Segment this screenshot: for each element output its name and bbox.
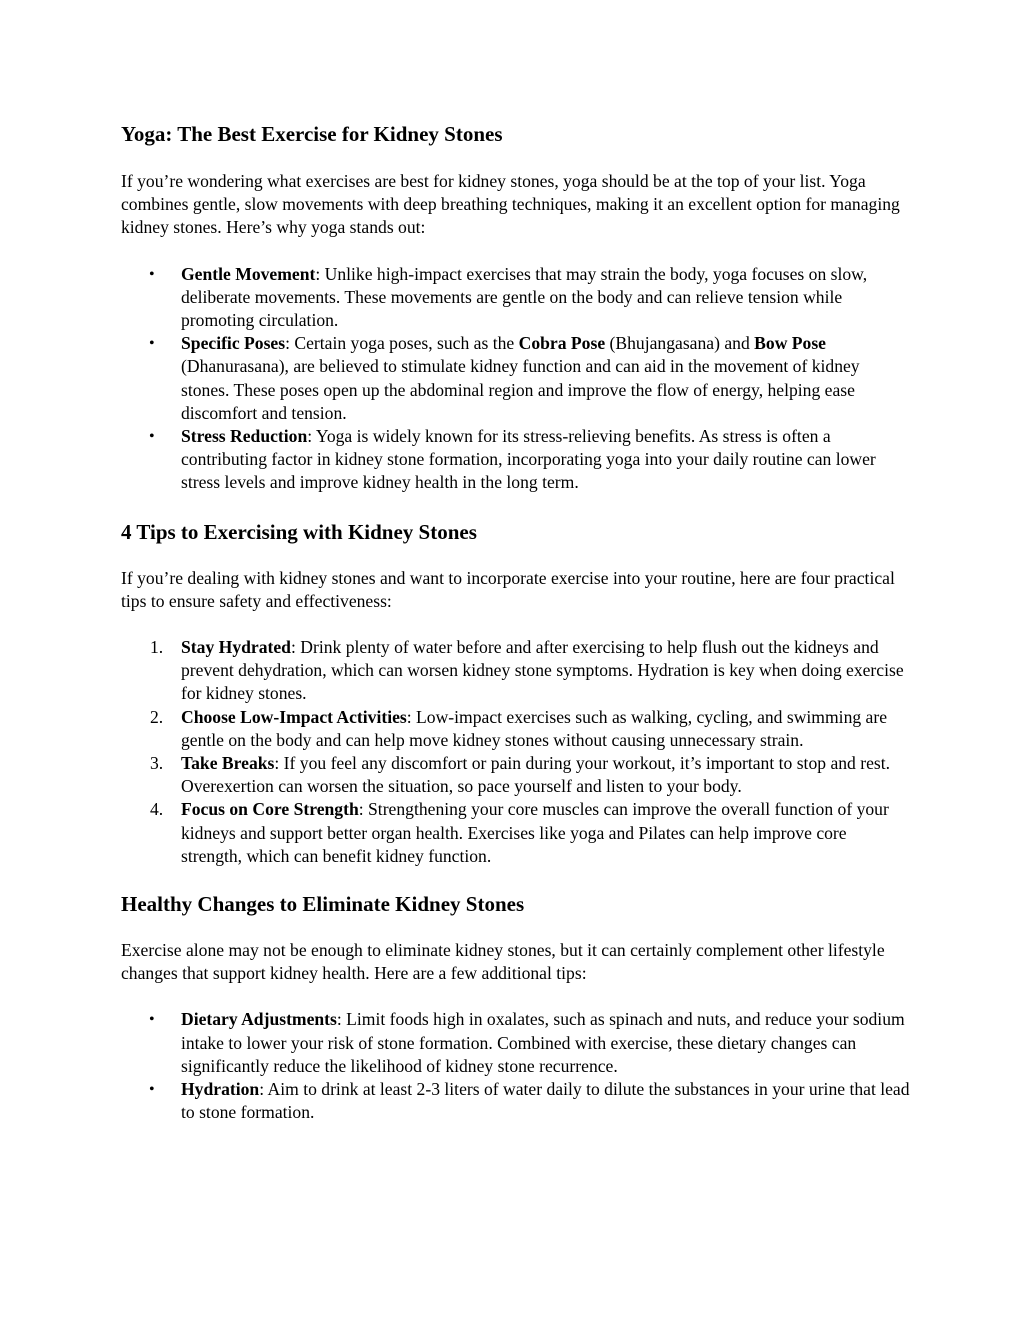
list-item [121, 425, 911, 495]
section-heading-healthy-changes: Healthy Changes to Eliminate Kidney Stones [121, 892, 525, 917]
bullet-marker: • [149, 265, 155, 283]
list-item [121, 798, 911, 868]
section-heading-yoga: Yoga: The Best Exercise for Kidney Stones [121, 122, 503, 146]
item-title: Stress Reduction [181, 426, 308, 447]
healthy-changes-list [121, 1008, 911, 1124]
bullet-marker: • [149, 1081, 155, 1099]
item-title: Hydration [181, 1079, 260, 1100]
section-intro-yoga: If you’re wondering what exercises are best for kidney stones, yoga should be at the top of your list. Yoga combines gentle, slow movements with deep breathing techniques, making it an excellent option for managing kidney stones. Here’s why yoga stands out: [121, 171, 900, 238]
item-text: : Low-impact exercises such as walking, cycling, and swimming are gentle on the body and can help move kidney stones without causing unnecessary strain. [181, 706, 888, 750]
bullet-marker: • [149, 335, 155, 353]
item-title: Focus on Core Strength [181, 799, 359, 820]
item-title: Choose Low-Impact Activities [181, 706, 407, 727]
item-title: Stay Hydrated [181, 637, 291, 658]
item-text: : Strengthening your core muscles can improve the overall function of your kidneys and support better organ health. Exercises like yoga and Pilates can help improve core strength, which can benefit kidney function. [181, 799, 889, 866]
item-text: (Bhujangasana) and [605, 333, 755, 354]
number-marker: 4. [150, 799, 164, 820]
section-intro-tips: If you’re dealing with kidney stones and want to incorporate exercise into your routine, here are four practical tips to ensure safety and effectiveness: [121, 567, 895, 611]
item-text: : Unlike high-impact exercises that may strain the body, yoga focuses on slow, deliberate movements. These movements are gentle on the body and can relieve tension while promoting circulation. [181, 263, 868, 331]
list-item [121, 706, 911, 752]
item-emphasis: Cobra Pose [518, 333, 606, 354]
document-content [121, 120, 911, 1125]
number-marker: 3. [150, 753, 164, 774]
item-text: : Certain yoga poses, such as the [285, 333, 519, 354]
exercise-tips-list [121, 636, 911, 868]
list-item [121, 263, 911, 333]
list-item [121, 636, 911, 706]
list-item [121, 1078, 911, 1124]
list-item [121, 1008, 911, 1078]
item-text: : If you feel any discomfort or pain during your workout, it’s important to stop and rest. Overexertion can worsen the situation, so pace yourself and listen to your body. [181, 753, 891, 797]
item-title: Dietary Adjustments [181, 1009, 337, 1030]
item-title: Gentle Movement [181, 263, 316, 284]
item-title: Specific Poses [181, 333, 286, 354]
item-text: : Drink plenty of water before and after exercising to help flush out the kidneys and prevent dehydration, which can worsen kidney stone symptoms. Hydration is key when doing exercise for kidney stones. [181, 637, 904, 704]
list-item [121, 752, 911, 798]
item-text: : Aim to drink at least 2-3 liters of water daily to dilute the substances in your urine that lead to stone formation. [181, 1079, 910, 1123]
item-title: Take Breaks [181, 753, 275, 774]
number-marker: 1. [150, 637, 164, 658]
list-item [121, 332, 911, 425]
bullet-marker: • [149, 1011, 155, 1029]
item-text: : Yoga is widely known for its stress-relieving benefits. As stress is often a contributing factor in kidney stone formation, incorporating yoga into your daily routine can lower stress levels and improve kidney health in the long term. [181, 426, 876, 493]
item-emphasis: Bow Pose [754, 333, 826, 354]
item-text: : Limit foods high in oxalates, such as spinach and nuts, and reduce your sodium intake to lower your risk of stone formation. Combined with exercise, these dietary changes can significantly reduce the likelihood of kidney stone recurrence. [181, 1009, 905, 1076]
section-intro-healthy-changes: Exercise alone may not be enough to eliminate kidney stones, but it can certainly complement other lifestyle changes that support kidney health. Here are a few additional tips: [121, 940, 885, 984]
yoga-benefits-list [121, 263, 911, 495]
item-text: (Dhanurasana), are believed to stimulate kidney function and can aid in the movement of kidney stones. These poses open up the abdominal region and improve the flow of energy, helping ease discomfort and tension. [181, 356, 860, 423]
section-heading-tips: 4 Tips to Exercising with Kidney Stones [121, 519, 477, 544]
number-marker: 2. [150, 706, 164, 727]
bullet-marker: • [149, 428, 155, 446]
